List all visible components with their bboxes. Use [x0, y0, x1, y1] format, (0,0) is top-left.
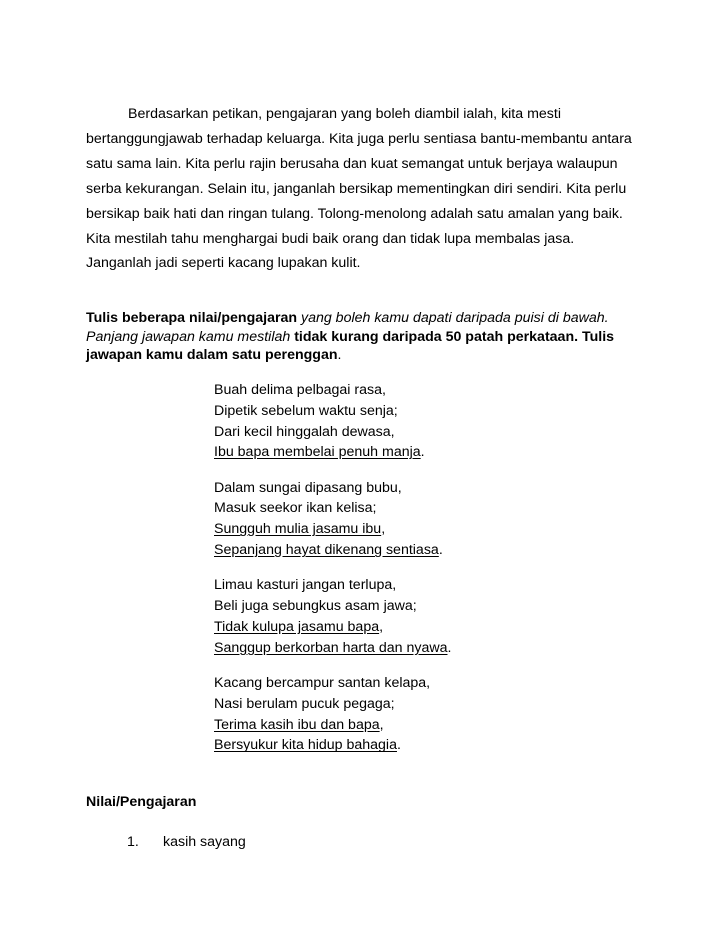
- answer-text: kasih sayang: [163, 834, 246, 850]
- instruction-bold: tidak kurang daripada 50 patah perkataan: [290, 328, 575, 345]
- passage-line: bertanggungjawab terhadap keluarga. Kita juga perlu sentiasa bantu-membantu antara: [86, 130, 632, 147]
- passage-line: Kita mestilah tahu menghargai budi baik orang dan tidak lupa membalas jasa.: [86, 230, 575, 247]
- underlined-text: Terima kasih ibu dan bapa: [214, 716, 380, 733]
- poem-line: Masuk seekor ikan kelisa;: [214, 500, 377, 517]
- poem-line: Nasi berulam pucuk pegaga;: [214, 695, 395, 712]
- punctuation: ,: [379, 716, 384, 733]
- underlined-text: Bersyukur kita hidup bahagia: [214, 737, 397, 754]
- poem-line: Dari kecil hinggalah dewasa,: [214, 423, 395, 440]
- passage-line: bersikap baik hati dan ringan tulang. Tolong-menolong adalah satu amalan yang baik.: [86, 205, 623, 222]
- poem-stanza: [214, 478, 451, 561]
- instruction-line: [86, 346, 646, 365]
- punctuation: .: [396, 737, 401, 754]
- instruction-italic: Panjang jawapan kamu mestilah: [86, 328, 291, 345]
- poem-line: [214, 735, 451, 756]
- instruction-bold: jawapan kamu dalam satu perenggan: [86, 347, 338, 364]
- poem-line: [214, 442, 451, 463]
- passage-line: serba kekurangan. Selain itu, janganlah bersikap mementingkan diri sendiri. Kita perlu: [86, 180, 627, 197]
- passage-line: Janganlah jadi seperti kacang lupakan kulit.: [86, 255, 361, 272]
- underlined-text: Tidak kulupa jasamu bapa: [214, 618, 380, 635]
- underlined-text: Sungguh mulia jasamu ibu: [214, 521, 382, 538]
- answer-item: [127, 834, 246, 850]
- poem-line: [214, 715, 451, 736]
- poem-line: Beli juga sebungkus asam jawa;: [214, 598, 417, 615]
- underlined-text: Ibu bapa membelai penuh manja: [214, 444, 421, 461]
- answers-heading: Nilai/Pengajaran: [86, 794, 197, 810]
- underlined-text: Sanggup berkorban harta dan nyawa: [214, 639, 448, 656]
- poem: [214, 380, 451, 771]
- poem-line: Kacang bercampur santan kelapa,: [214, 675, 431, 692]
- punctuation: .: [447, 639, 452, 656]
- passage-line: satu sama lain. Kita perlu rajin berusaha dan kuat semangat untuk berjaya walaupun: [86, 155, 618, 172]
- punctuation: ,: [379, 618, 384, 635]
- instruction-period: .: [337, 347, 342, 364]
- underlined-text: Sepanjang hayat dikenang sentiasa: [214, 542, 439, 559]
- poem-stanza: [214, 673, 451, 756]
- poem-line: [214, 519, 451, 540]
- answer-number: 1.: [127, 834, 139, 850]
- instruction-bold: Tulis: [582, 328, 615, 345]
- poem-line: [214, 638, 451, 659]
- poem-line: Dalam sungai dipasang bubu,: [214, 479, 402, 496]
- instruction-period: .: [574, 328, 583, 345]
- passage-paragraph: [86, 102, 646, 276]
- instruction-line: [86, 328, 646, 347]
- punctuation: .: [420, 444, 425, 461]
- poem-line: Buah delima pelbagai rasa,: [214, 382, 386, 398]
- instruction-line: [86, 309, 646, 328]
- passage-line: Berdasarkan petikan, pengajaran yang boleh diambil ialah, kita mesti: [128, 106, 561, 122]
- poem-line: Limau kasturi jangan terlupa,: [214, 577, 397, 594]
- instruction-text: [86, 309, 646, 365]
- instruction-italic: yang boleh kamu dapati daripada puisi di bawah.: [297, 310, 609, 326]
- poem-line: [214, 617, 451, 638]
- poem-line: Dipetik sebelum waktu senja;: [214, 402, 398, 419]
- punctuation: ,: [381, 521, 386, 538]
- poem-stanza: [214, 575, 451, 658]
- poem-line: [214, 540, 451, 561]
- instruction-bold: Tulis beberapa nilai/pengajaran: [86, 310, 298, 326]
- punctuation: .: [438, 542, 443, 559]
- poem-stanza: [214, 380, 451, 463]
